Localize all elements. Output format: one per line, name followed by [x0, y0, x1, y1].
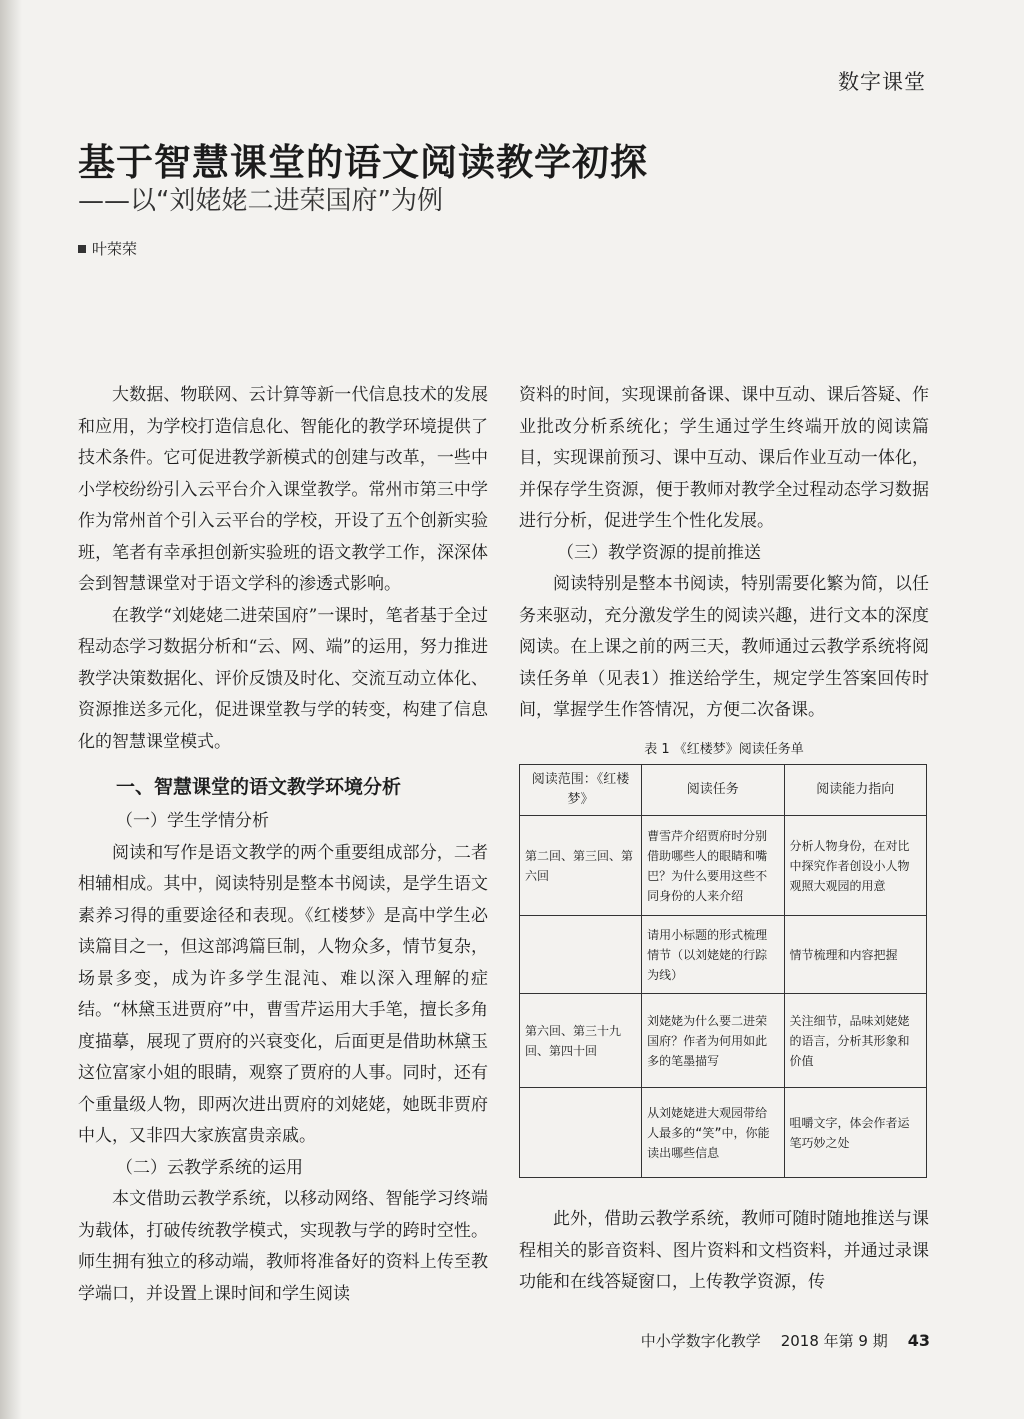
paragraph: 大数据、物联网、云计算等新一代信息技术的发展和应用，为学校打造信息化、智能化的教学环境提供了技术条件。它可促进教学新模式的创建与改革，一些中小学校纷纷引入云平台介入课堂教学。常州市第三中学作为常州首个引入云平台的学校，开设了五个创新实验班，笔者有幸承担创新实验班的语文教学工作，深深体会到智慧课堂对于语文学科的渗透式影响。	[78, 385, 488, 594]
task-cell: 从刘姥姥进大观园带给人最多的“笑”中，你能读出哪些信息	[642, 1088, 784, 1178]
paragraph: 此外，借助云教学系统，教师可随时随地推送与课程相关的影音资料、图片资料和文档资料，并通过录课功能和在线答疑窗口，上传教学资源，传	[519, 1209, 929, 1292]
table-caption: 表 1 《红楼梦》阅读任务单	[644, 742, 804, 757]
ability-cell: 关注细节，品味刘姥姥的语言，分析其形象和价值	[784, 994, 926, 1088]
paragraph: 在教学“刘姥姥二进荣国府”一课时，笔者基于全过程动态学习数据分析和“云、网、端”的运用，努力推进教学决策数据化、评价反馈及时化、交流互动立体化、资源推送多元化，促进课堂教与学的转变，构建了信息化的智慧课堂模式。	[78, 605, 488, 752]
column-header: 阅读范围：《红楼梦》	[520, 765, 642, 816]
issue-label: 2018 年第 9 期	[780, 1332, 888, 1350]
column-header: 阅读任务	[642, 765, 784, 816]
column-header: 阅读能力指向	[784, 765, 926, 816]
paragraph: 本文借助云教学系统，以移动网络、智能学习终端为载体，打破传统教学模式，实现教与学的跨时空性。师生拥有独立的移动端，教师将准备好的资料上传至教学端口，并设置上课时间和学生阅读	[78, 1189, 488, 1304]
range-cell	[520, 1088, 642, 1178]
range-cell: 第六回、第三十九回、第四十回	[520, 994, 642, 1088]
ability-cell: 咀嚼文字，体会作者运笔巧妙之处	[784, 1088, 926, 1178]
task-cell: 曹雪芹介绍贾府时分别借助哪些人的眼睛和嘴巴？为什么要用这些不同身份的人来介绍	[642, 816, 784, 916]
section-tag: 数字课堂	[838, 70, 926, 94]
table-row	[520, 816, 927, 916]
subsection-heading: （一）学生学情分析	[116, 811, 269, 831]
subsection-heading: （三）教学资源的提前推送	[557, 542, 761, 563]
article-title: 基于智慧课堂的语文阅读教学初探	[78, 141, 648, 184]
paragraph: 资料的时间，实现课前备课、课中互动、课后答疑、作业批改分析系统化；学生通过学生终端开放的阅读篇目，实现课前预习、课中互动、课后作业互动一体化，并保存学生资源，便于教师对教学全过程动态学习数据进行分析，促进学生个性化发展。	[519, 385, 929, 531]
ability-cell: 分析人物身份，在对比中探究作者创设小人物观照大观园的用意	[784, 816, 926, 916]
article-subtitle: ——以“刘姥姥二进荣国府”为例	[78, 186, 443, 216]
author-name: 叶荣荣	[92, 240, 138, 258]
right-column-bottom	[519, 1204, 929, 1299]
page-binding-shadow	[0, 0, 22, 1419]
right-column	[519, 380, 929, 727]
paragraph: 阅读特别是整本书阅读，特别需要化繁为简，以任务来驱动，充分激发学生的阅读兴趣，进行文本的深度阅读。在上课之前的两三天，教师通过云教学系统将阅读任务单（见表1）推送给学生，规定学生答案回传时间，掌握学生作答情况，方便二次备课。	[519, 574, 929, 720]
range-cell: 第二回、第三回、第六回	[520, 816, 642, 916]
task-cell: 刘姥姥为什么要二进荣国府？作者为何用如此多的笔墨描写	[642, 994, 784, 1088]
table-row	[520, 916, 927, 994]
reading-task-table	[519, 764, 927, 1178]
author-line	[78, 238, 137, 259]
table-header-row	[520, 765, 927, 816]
section-heading: 一、智慧课堂的语文教学环境分析	[116, 776, 402, 798]
left-column	[78, 380, 488, 1310]
journal-name: 中小学数字化教学	[640, 1332, 761, 1350]
page-footer	[641, 1330, 930, 1351]
table-row	[520, 994, 927, 1088]
page-number: 43	[907, 1331, 930, 1350]
task-cell: 请用小标题的形式梳理情节（以刘姥姥的行踪为线）	[642, 916, 784, 994]
table-row	[520, 1088, 927, 1178]
ability-cell: 情节梳理和内容把握	[784, 916, 926, 994]
subsection-heading: （二）云教学系统的运用	[116, 1157, 303, 1178]
square-bullet-icon	[78, 245, 86, 253]
range-cell	[520, 916, 642, 994]
paragraph: 阅读和写作是语文教学的两个重要组成部分，二者相辅相成。其中，阅读特别是整本书阅读，是学生语文素养习得的重要途径和表现。《红楼梦》是高中学生必读篇目之一，但这部鸿篇巨制，人物众多，情节复杂，场景多变，成为许多学生混沌、难以深入理解的症结。“林黛玉进贾府”中，曹雪芹运用大手笔，擅长多角度描摹，展现了贾府的兴衰变化，后面更是借助林黛玉这位富家小姐的眼睛，观察了贾府的人事。同时，还有个重量级人物，即两次进出贾府的刘姥姥，她既非贾府中人，又非四大家族富贵亲戚。	[78, 842, 488, 1146]
